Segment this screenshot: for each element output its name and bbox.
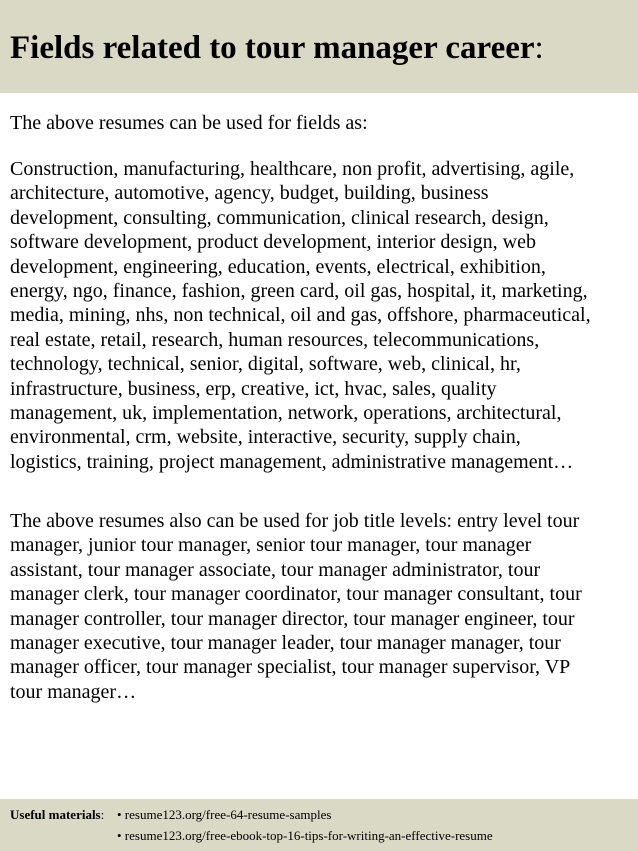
fields-line: media, mining, nhs, non technical, oil and gas, offshore, pharmaceutical, — [10, 304, 591, 327]
fields-line: development, consulting, communication, clinical research, design, — [10, 206, 549, 229]
job-levels-line: tour manager… — [10, 680, 137, 703]
job-levels-line: manager officer, tour manager specialist, tour manager supervisor, VP — [10, 656, 571, 679]
fields-line: environmental, crm, website, interactive, security, supply chain, — [10, 426, 521, 449]
fields-line: Construction, manufacturing, healthcare, non profit, advertising, agile, — [10, 158, 575, 180]
resource-link-resume-samples[interactable]: • resume123.org/free-64-resume-samples — [117, 807, 332, 822]
fields-line: software development, product development, interior design, web — [10, 231, 536, 254]
title-banner — [0, 0, 638, 93]
page-title-colon: : — [534, 30, 544, 66]
fields-line: technology, technical, senior, digital, software, web, clinical, hr, — [10, 353, 521, 376]
useful-materials-label: Useful materials — [10, 807, 101, 822]
fields-line: logistics, training, project management, administrative management… — [10, 450, 574, 473]
fields-line: energy, ngo, finance, fashion, green card, oil gas, hospital, it, marketing, — [10, 280, 588, 303]
useful-materials-label-wrap — [10, 807, 104, 823]
fields-line: management, uk, implementation, network, operations, architectural, — [10, 402, 562, 425]
fields-line: infrastructure, business, erp, creative, ict, hvac, sales, quality — [10, 377, 497, 400]
job-levels-line: manager executive, tour manager leader, tour manager manager, tour — [10, 632, 561, 655]
fields-paragraph — [10, 157, 632, 474]
intro-text: The above resumes can be used for fields as: — [10, 112, 368, 134]
fields-line: architecture, automotive, agency, budget, building, business — [10, 182, 489, 205]
fields-line: real estate, retail, research, human resources, telecommunications, — [10, 328, 540, 351]
page-title — [10, 28, 544, 68]
resource-link-ebook-tips[interactable]: • resume123.org/free-ebook-top-16-tips-for-writing-an-effective-resume — [117, 828, 493, 843]
job-levels-line: manager clerk, tour manager coordinator, tour manager consultant, tour — [10, 583, 582, 606]
useful-materials-colon: : — [100, 807, 105, 822]
job-levels-line: manager, junior tour manager, senior tour manager, tour manager — [10, 534, 532, 557]
job-levels-line: manager controller, tour manager director, tour manager engineer, tour — [10, 607, 575, 630]
page-title-text: Fields related to tour manager career — [10, 30, 535, 66]
fields-line: development, engineering, education, events, electrical, exhibition, — [10, 255, 546, 278]
job-levels-line: assistant, tour manager associate, tour manager administrator, tour — [10, 558, 541, 581]
job-levels-paragraph — [10, 509, 632, 704]
job-levels-line: The above resumes also can be used for job title levels: entry level tour — [10, 510, 580, 532]
useful-materials-footer — [0, 799, 638, 851]
